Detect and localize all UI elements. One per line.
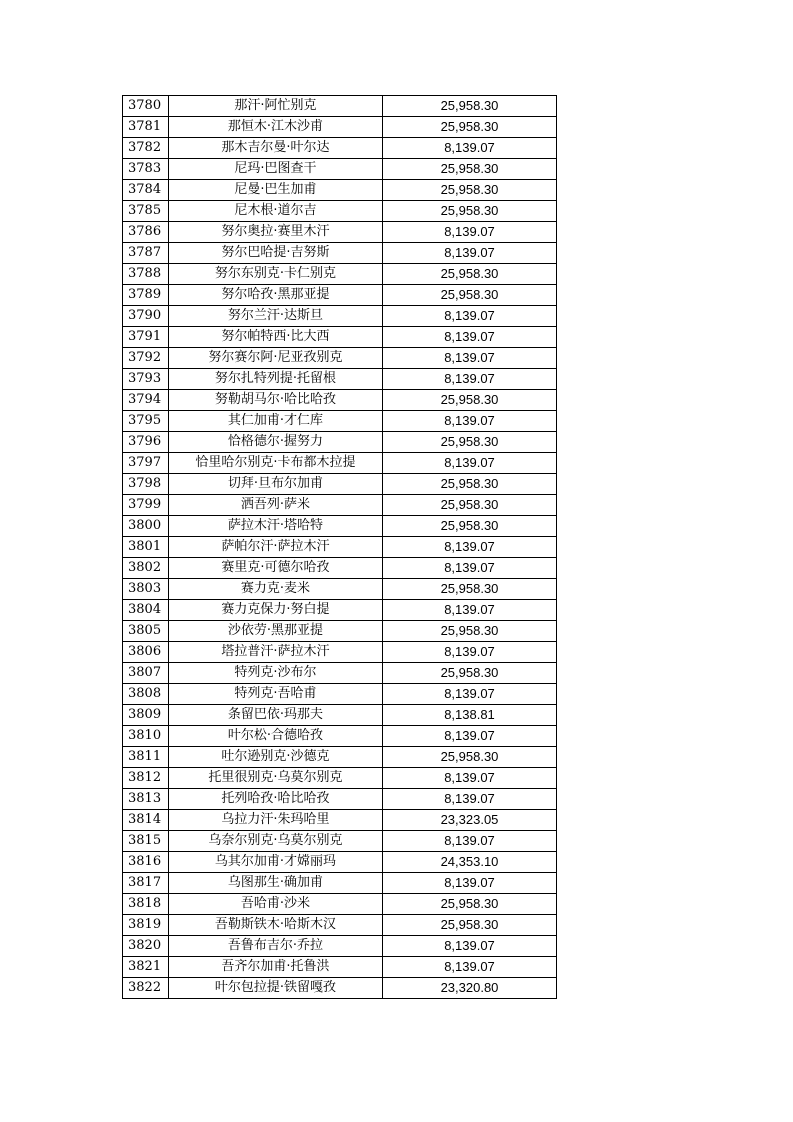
table-row <box>123 138 557 159</box>
table-row <box>123 936 557 957</box>
row-number-cell: 3790 <box>123 306 169 327</box>
table-row <box>123 642 557 663</box>
person-name-cell: 尼曼·巴生加甫 <box>169 180 383 201</box>
row-number-cell: 3810 <box>123 726 169 747</box>
person-name-cell: 努尔奥拉·赛里木汗 <box>169 222 383 243</box>
table-row <box>123 117 557 138</box>
table-row <box>123 705 557 726</box>
amount-cell: 24,353.10 <box>383 852 557 873</box>
person-name-cell: 赛力克保力·努白提 <box>169 600 383 621</box>
roster-table <box>122 95 557 999</box>
table-row <box>123 285 557 306</box>
table-row <box>123 558 557 579</box>
amount-cell: 8,139.07 <box>383 684 557 705</box>
person-name-cell: 特列克·沙布尔 <box>169 663 383 684</box>
table-row <box>123 831 557 852</box>
person-name-cell: 那木吉尔曼·叶尔达 <box>169 138 383 159</box>
person-name-cell: 那恒木·江木沙甫 <box>169 117 383 138</box>
amount-cell: 25,958.30 <box>383 159 557 180</box>
table-row <box>123 474 557 495</box>
table-row <box>123 726 557 747</box>
person-name-cell: 吐尔逊别克·沙德克 <box>169 747 383 768</box>
amount-cell: 25,958.30 <box>383 621 557 642</box>
person-name-cell: 吾齐尔加甫·托鲁洪 <box>169 957 383 978</box>
amount-cell: 8,139.07 <box>383 600 557 621</box>
row-number-cell: 3795 <box>123 411 169 432</box>
row-number-cell: 3789 <box>123 285 169 306</box>
row-number-cell: 3791 <box>123 327 169 348</box>
row-number-cell: 3805 <box>123 621 169 642</box>
row-number-cell: 3796 <box>123 432 169 453</box>
row-number-cell: 3793 <box>123 369 169 390</box>
amount-cell: 8,139.07 <box>383 936 557 957</box>
table-row <box>123 180 557 201</box>
person-name-cell: 乌图那生·确加甫 <box>169 873 383 894</box>
person-name-cell: 努勒胡马尔·哈比哈孜 <box>169 390 383 411</box>
table-row <box>123 348 557 369</box>
table-row <box>123 957 557 978</box>
person-name-cell: 吾勒斯铁木·哈斯木汉 <box>169 915 383 936</box>
amount-cell: 8,139.07 <box>383 873 557 894</box>
amount-cell: 8,138.81 <box>383 705 557 726</box>
amount-cell: 8,139.07 <box>383 558 557 579</box>
table-row <box>123 432 557 453</box>
row-number-cell: 3792 <box>123 348 169 369</box>
row-number-cell: 3815 <box>123 831 169 852</box>
amount-cell: 8,139.07 <box>383 327 557 348</box>
row-number-cell: 3820 <box>123 936 169 957</box>
row-number-cell: 3802 <box>123 558 169 579</box>
row-number-cell: 3784 <box>123 180 169 201</box>
amount-cell: 8,139.07 <box>383 369 557 390</box>
person-name-cell: 塔拉普汗·萨拉木汗 <box>169 642 383 663</box>
amount-cell: 25,958.30 <box>383 117 557 138</box>
amount-cell: 8,139.07 <box>383 537 557 558</box>
row-number-cell: 3781 <box>123 117 169 138</box>
person-name-cell: 乌其尔加甫·才嫦丽玛 <box>169 852 383 873</box>
row-number-cell: 3821 <box>123 957 169 978</box>
row-number-cell: 3800 <box>123 516 169 537</box>
row-number-cell: 3811 <box>123 747 169 768</box>
amount-cell: 8,139.07 <box>383 726 557 747</box>
row-number-cell: 3808 <box>123 684 169 705</box>
row-number-cell: 3801 <box>123 537 169 558</box>
roster-table-body <box>123 96 557 999</box>
amount-cell: 25,958.30 <box>383 180 557 201</box>
row-number-cell: 3782 <box>123 138 169 159</box>
row-number-cell: 3814 <box>123 810 169 831</box>
person-name-cell: 努尔兰汗·达斯旦 <box>169 306 383 327</box>
person-name-cell: 萨帕尔汗·萨拉木汗 <box>169 537 383 558</box>
table-row <box>123 96 557 117</box>
amount-cell: 8,139.07 <box>383 348 557 369</box>
table-row <box>123 495 557 516</box>
table-row <box>123 201 557 222</box>
person-name-cell: 努尔赛尔阿·尼亚孜别克 <box>169 348 383 369</box>
person-name-cell: 努尔东别克·卡仁别克 <box>169 264 383 285</box>
person-name-cell: 萨拉木汗·塔哈特 <box>169 516 383 537</box>
person-name-cell: 努尔哈孜·黑那亚提 <box>169 285 383 306</box>
table-row <box>123 894 557 915</box>
amount-cell: 8,139.07 <box>383 642 557 663</box>
table-row <box>123 789 557 810</box>
amount-cell: 8,139.07 <box>383 306 557 327</box>
row-number-cell: 3809 <box>123 705 169 726</box>
amount-cell: 25,958.30 <box>383 432 557 453</box>
person-name-cell: 沙依劳·黑那亚提 <box>169 621 383 642</box>
table-row <box>123 600 557 621</box>
amount-cell: 8,139.07 <box>383 957 557 978</box>
person-name-cell: 洒吾列·萨米 <box>169 495 383 516</box>
person-name-cell: 乌拉力汗·朱玛哈里 <box>169 810 383 831</box>
person-name-cell: 努尔帕特西·比大西 <box>169 327 383 348</box>
amount-cell: 25,958.30 <box>383 390 557 411</box>
amount-cell: 23,320.80 <box>383 978 557 999</box>
person-name-cell: 叶尔松·合德哈孜 <box>169 726 383 747</box>
person-name-cell: 努尔巴哈提·吉努斯 <box>169 243 383 264</box>
table-row <box>123 369 557 390</box>
row-number-cell: 3822 <box>123 978 169 999</box>
person-name-cell: 那汗·阿忙别克 <box>169 96 383 117</box>
table-row <box>123 243 557 264</box>
row-number-cell: 3807 <box>123 663 169 684</box>
amount-cell: 8,139.07 <box>383 831 557 852</box>
amount-cell: 8,139.07 <box>383 222 557 243</box>
person-name-cell: 托里很别克·乌莫尔别克 <box>169 768 383 789</box>
table-row <box>123 978 557 999</box>
person-name-cell: 切拜·旦布尔加甫 <box>169 474 383 495</box>
row-number-cell: 3812 <box>123 768 169 789</box>
amount-cell: 25,958.30 <box>383 516 557 537</box>
table-row <box>123 306 557 327</box>
amount-cell: 25,958.30 <box>383 495 557 516</box>
row-number-cell: 3804 <box>123 600 169 621</box>
row-number-cell: 3817 <box>123 873 169 894</box>
table-row <box>123 873 557 894</box>
table-row <box>123 579 557 600</box>
table-row <box>123 915 557 936</box>
row-number-cell: 3794 <box>123 390 169 411</box>
table-row <box>123 453 557 474</box>
amount-cell: 8,139.07 <box>383 453 557 474</box>
person-name-cell: 恰格德尔·握努力 <box>169 432 383 453</box>
amount-cell: 25,958.30 <box>383 747 557 768</box>
table-row <box>123 159 557 180</box>
person-name-cell: 尼木根·道尔吉 <box>169 201 383 222</box>
table-row <box>123 810 557 831</box>
table-row <box>123 663 557 684</box>
row-number-cell: 3783 <box>123 159 169 180</box>
amount-cell: 25,958.30 <box>383 201 557 222</box>
table-row <box>123 747 557 768</box>
row-number-cell: 3813 <box>123 789 169 810</box>
person-name-cell: 乌奈尔别克·乌莫尔别克 <box>169 831 383 852</box>
person-name-cell: 托列哈孜·哈比哈孜 <box>169 789 383 810</box>
amount-cell: 25,958.30 <box>383 474 557 495</box>
amount-cell: 25,958.30 <box>383 285 557 306</box>
row-number-cell: 3806 <box>123 642 169 663</box>
amount-cell: 8,139.07 <box>383 243 557 264</box>
person-name-cell: 赛力克·麦米 <box>169 579 383 600</box>
amount-cell: 8,139.07 <box>383 138 557 159</box>
row-number-cell: 3797 <box>123 453 169 474</box>
row-number-cell: 3788 <box>123 264 169 285</box>
row-number-cell: 3816 <box>123 852 169 873</box>
row-number-cell: 3799 <box>123 495 169 516</box>
row-number-cell: 3786 <box>123 222 169 243</box>
table-row <box>123 222 557 243</box>
table-row <box>123 327 557 348</box>
amount-cell: 23,323.05 <box>383 810 557 831</box>
person-name-cell: 叶尔包拉提·铁留嘎孜 <box>169 978 383 999</box>
person-name-cell: 努尔扎特列提·托留根 <box>169 369 383 390</box>
table-row <box>123 684 557 705</box>
table-row <box>123 621 557 642</box>
person-name-cell: 条留巴依·玛那夫 <box>169 705 383 726</box>
person-name-cell: 尼玛·巴图查干 <box>169 159 383 180</box>
table-row <box>123 264 557 285</box>
row-number-cell: 3819 <box>123 915 169 936</box>
row-number-cell: 3780 <box>123 96 169 117</box>
person-name-cell: 吾鲁布吉尔·乔拉 <box>169 936 383 957</box>
person-name-cell: 吾哈甫·沙米 <box>169 894 383 915</box>
row-number-cell: 3798 <box>123 474 169 495</box>
amount-cell: 8,139.07 <box>383 768 557 789</box>
amount-cell: 25,958.30 <box>383 96 557 117</box>
person-name-cell: 赛里克·可德尔哈孜 <box>169 558 383 579</box>
person-name-cell: 恰里哈尔别克·卡布都木拉提 <box>169 453 383 474</box>
table-row <box>123 537 557 558</box>
row-number-cell: 3787 <box>123 243 169 264</box>
person-name-cell: 特列克·吾哈甫 <box>169 684 383 705</box>
row-number-cell: 3818 <box>123 894 169 915</box>
amount-cell: 8,139.07 <box>383 411 557 432</box>
amount-cell: 25,958.30 <box>383 663 557 684</box>
amount-cell: 25,958.30 <box>383 264 557 285</box>
row-number-cell: 3803 <box>123 579 169 600</box>
amount-cell: 25,958.30 <box>383 915 557 936</box>
table-row <box>123 768 557 789</box>
table-row <box>123 516 557 537</box>
amount-cell: 25,958.30 <box>383 579 557 600</box>
amount-cell: 8,139.07 <box>383 789 557 810</box>
amount-cell: 25,958.30 <box>383 894 557 915</box>
table-row <box>123 411 557 432</box>
table-row <box>123 390 557 411</box>
person-name-cell: 其仁加甫·才仁库 <box>169 411 383 432</box>
table-row <box>123 852 557 873</box>
row-number-cell: 3785 <box>123 201 169 222</box>
